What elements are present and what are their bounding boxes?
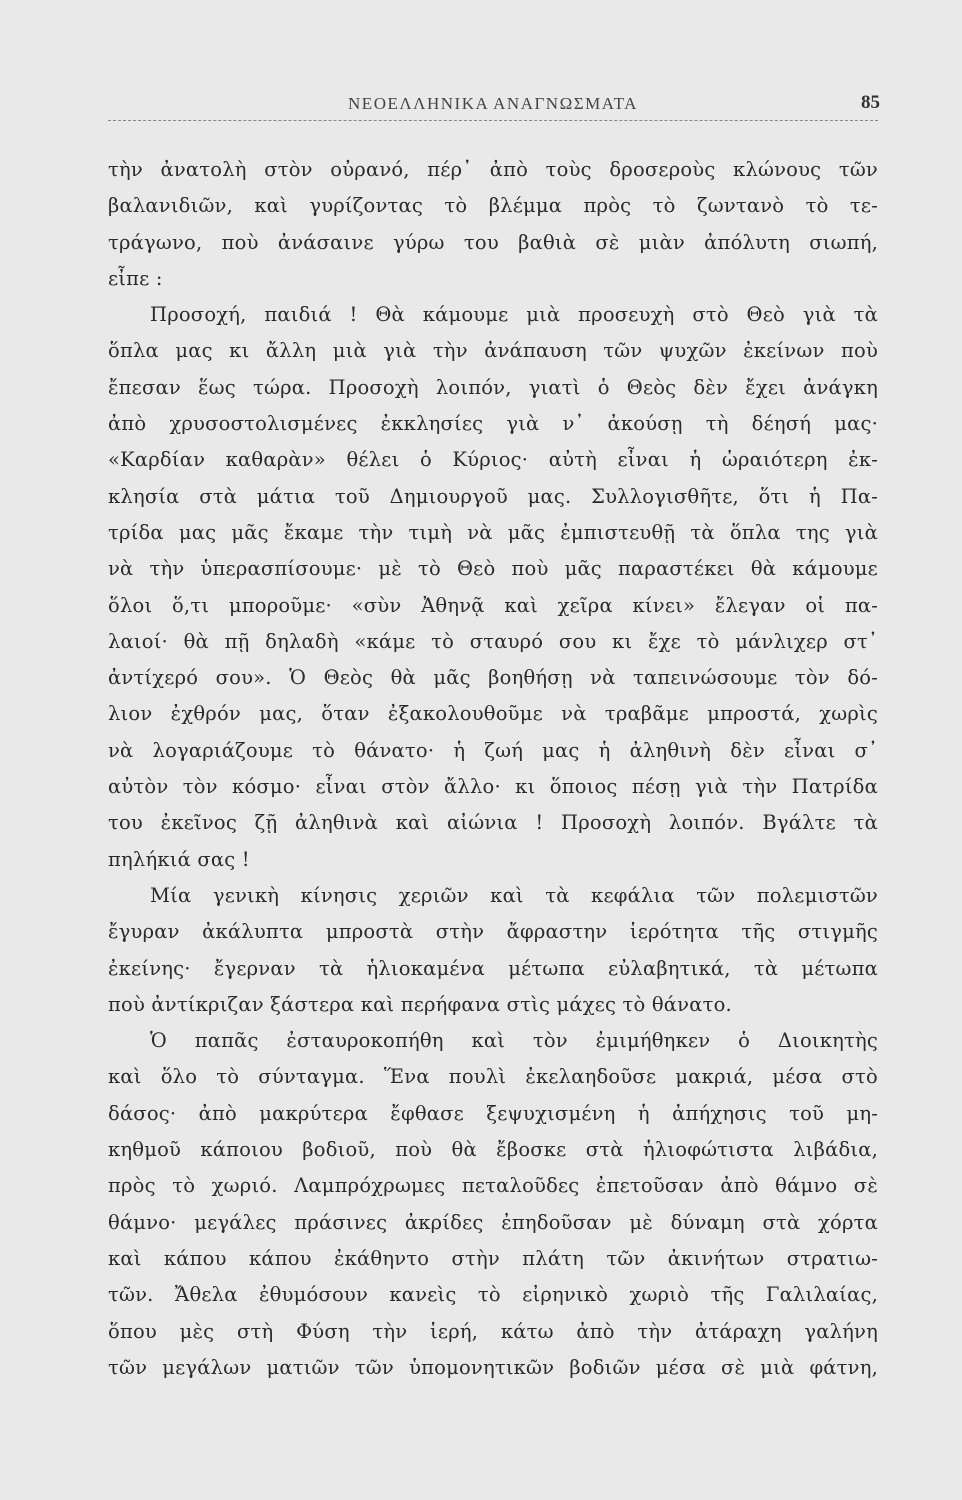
text-line: ὅπου μὲς στὴ Φύση τὴν ἱερή, κάτω ἀπὸ τὴν ἀτάραχη γαλήνη (108, 1319, 878, 1343)
text-line: λιον ἐχθρόν μας, ὅταν ἐξακολουθοῦμε νὰ τραβᾶμε μπροστά, χωρὶς (108, 702, 878, 726)
text-line: βαλανιδιῶν, καὶ γυρίζοντας τὸ βλέμμα πρὸς τὸ ζωντανὸ τὸ τε- (108, 194, 878, 218)
text-line: ἔπεσαν ἕως τώρα. Προσοχὴ λοιπόν, γιατὶ ὁ Θεὸς δὲν ἔχει ἀνάγκη (108, 375, 878, 399)
text-line: τῶν. Ἄθελα ἐθυμόσουν κανεὶς τὸ εἰρηνικὸ χωριὸ τῆς Γαλιλαίας, (108, 1283, 878, 1307)
text-line: δάσος· ἀπὸ μακρύτερα ἔφθασε ξεψυχισμένη ἡ ἀπήχησις τοῦ μη- (108, 1101, 878, 1125)
text-line: θάμνο· μεγάλες πράσινες ἀκρίδες ἐπηδοῦσαν μὲ δύναμη στὰ χόρτα (108, 1210, 878, 1234)
text-line: τράγωνο, ποὺ ἀνάσαινε γύρω του βαθιὰ σὲ μιὰν ἀπόλυτη σιωπή, (108, 230, 878, 254)
text-line: νὰ τὴν ὑπερασπίσουμε· μὲ τὸ Θεὸ ποὺ μᾶς παραστέκει θὰ κάμουμε (108, 557, 878, 581)
text-line: «Καρδίαν καθαρὰν» θέλει ὁ Κύριος· αὐτὴ εἶναι ἡ ὡραιότερη ἐκ- (108, 448, 878, 472)
page-number: 85 (861, 92, 880, 113)
text-line: καὶ κάπου κάπου ἐκάθηντο στὴν πλάτη τῶν ἀκινήτων στρατιω- (108, 1246, 878, 1270)
running-title: ΝΕΟΕΛΛΗΝΙΚΑ ΑΝΑΓΝΩΣΜΑΤΑ (348, 94, 638, 113)
text-line: Μία γενικὴ κίνησις χεριῶν καὶ τὰ κεφάλια τῶν πολεμιστῶν (150, 883, 878, 907)
text-line: λαιοί· θὰ πῇ δηλαδὴ «κάμε τὸ σταυρό σου κι ἔχε τὸ μάνλιχερ στ᾿ (108, 629, 878, 653)
text-line: αὐτὸν τὸν κόσμο· εἶναι στὸν ἄλλο· κι ὅποιος πέσῃ γιὰ τὴν Πατρίδα (108, 775, 878, 799)
running-head (108, 90, 878, 121)
text-line: του ἐκεῖνος ζῇ ἀληθινὰ καὶ αἰώνια ! Προσοχὴ λοιπόν. Βγάλτε τὰ (108, 811, 878, 835)
text-line: ἐκείνης· ἔγερναν τὰ ἡλιοκαμένα μέτωπα εὐλαβητικά, τὰ μέτωπα (108, 956, 878, 980)
text-line: κλησία στὰ μάτια τοῦ Δημιουργοῦ μας. Συλλογισθῆτε, ὅτι ἡ Πα- (108, 484, 878, 508)
text-line: τὴν ἀνατολὴ στὸν οὐρανό, πέρ᾿ ἀπὸ τοὺς δροσεροὺς κλώνους τῶν (108, 158, 878, 181)
text-line: Προσοχή, παιδιά ! Θὰ κάμουμε μιὰ προσευχὴ στὸ Θεὸ γιὰ τὰ (150, 303, 878, 327)
text-line: τρίδα μας μᾶς ἔκαμε τὴν τιμὴ νὰ μᾶς ἐμπιστευθῇ τὰ ὅπλα της γιὰ (108, 520, 878, 544)
body-text (108, 152, 878, 1386)
text-line: ποὺ ἀντίκριζαν ξάστερα καὶ περήφανα στὶς μάχες τὸ θάνατο. (108, 992, 732, 1016)
text-line: Ὁ παπᾶς ἐσταυροκοπήθη καὶ τὸν ἐμιμήθηκεν ὁ Διοικητὴς (150, 1029, 878, 1053)
text-line: ὅλοι ὅ,τι μποροῦμε· «σὺν Ἀθηνᾷ καὶ χεῖρα κίνει» ἔλεγαν οἱ πα- (108, 593, 878, 617)
text-line: ὅπλα μας κι ἄλλη μιὰ γιὰ τὴν ἀνάπαυση τῶν ψυχῶν ἐκείνων ποὺ (108, 339, 878, 363)
text-line: πρὸς τὸ χωριό. Λαμπρόχρωμες πεταλοῦδες ἐπετοῦσαν ἀπὸ θάμνο σὲ (108, 1174, 878, 1198)
text-line: κηθμοῦ κάποιου βοδιοῦ, ποὺ θὰ ἔβοσκε στὰ ἡλιοφώτιστα λιβάδια, (108, 1138, 878, 1162)
text-line: ἀπὸ χρυσοστολισμένες ἐκκλησίες γιὰ ν᾿ ἀκούσῃ τὴ δέησή μας· (108, 412, 878, 436)
text-line: εἶπε : (108, 266, 163, 290)
text-line: νὰ λογαριάζουμε τὸ θάνατο· ἡ ζωή μας ἡ ἀληθινὴ δὲν εἶναι σ᾿ (108, 738, 878, 762)
text-line: καὶ ὅλο τὸ σύνταγμα. Ἕνα πουλὶ ἐκελαηδοῦσε μακριά, μέσα στὸ (108, 1065, 878, 1089)
text-line: τῶν μεγάλων ματιῶν τῶν ὑπομονητικῶν βοδιῶν μέσα σὲ μιὰ φάτνη, (108, 1355, 878, 1379)
text-line: ἀντίχερό σου». Ὁ Θεὸς θὰ μᾶς βοηθήσῃ νὰ ταπεινώσουμε τὸν δό- (108, 666, 878, 690)
text-line: πηλήκιά σας ! (108, 847, 250, 871)
text-line: ἔγυραν ἀκάλυπτα μπροστὰ στὴν ἄφραστην ἱερότητα τῆς στιγμῆς (108, 920, 878, 944)
